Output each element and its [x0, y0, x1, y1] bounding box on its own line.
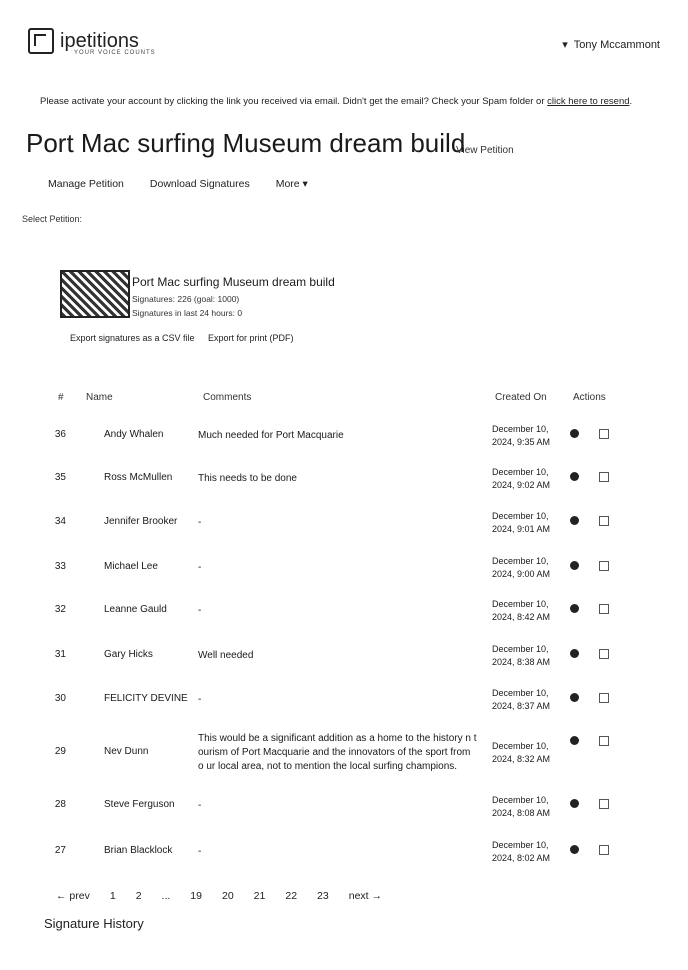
- signature-history-heading: Signature History: [44, 916, 144, 931]
- col-header-actions: Actions: [573, 392, 606, 403]
- row-name: Andy Whalen: [104, 429, 164, 440]
- row-date: [492, 423, 572, 449]
- row-name: Ross McMullen: [104, 472, 173, 483]
- user-name: Tony Mccammont: [573, 38, 660, 51]
- row-date-line2: 2024, 9:35 AM: [492, 437, 551, 447]
- row-date: [492, 510, 572, 536]
- row-comment: Much needed for Port Macquarie: [198, 430, 344, 441]
- row-comment: -: [198, 605, 202, 616]
- row-num: 29: [54, 746, 66, 757]
- col-header-created: Created On: [495, 392, 547, 403]
- row-date-line2: 2024, 9:00 AM: [492, 569, 551, 579]
- logo-icon: [28, 28, 54, 54]
- signatures-24h: Signatures in last 24 hours: 0: [132, 308, 243, 318]
- view-icon[interactable]: [570, 693, 579, 702]
- page-link-22[interactable]: 22: [285, 890, 298, 902]
- row-date-line2: 2024, 8:42 AM: [492, 612, 551, 622]
- row-name: Jennifer Brooker: [104, 516, 178, 527]
- notice-text: Please activate your account by clicking the link you received via email. Didn't get the email? Check your Spam folder or: [40, 96, 548, 107]
- row-date: [492, 839, 572, 865]
- row-date-line2: 2024, 8:08 AM: [492, 808, 551, 818]
- row-comment: -: [198, 694, 202, 705]
- view-icon[interactable]: [570, 736, 579, 745]
- row-actions: [570, 516, 609, 526]
- export-csv-link[interactable]: Export signatures as a CSV file: [70, 333, 195, 343]
- activation-notice: [40, 96, 632, 107]
- notice-end: .: [629, 96, 633, 107]
- col-header-num: #: [58, 392, 64, 403]
- edit-icon[interactable]: [599, 736, 609, 746]
- row-date-line2: 2024, 8:02 AM: [492, 853, 551, 863]
- row-actions: [570, 736, 609, 746]
- row-name: Michael Lee: [104, 561, 158, 572]
- manage-petition-button[interactable]: Manage Petition: [48, 178, 124, 190]
- signature-count: Signatures: 226 (goal: 1000): [132, 294, 240, 304]
- row-comment: Well needed: [198, 650, 254, 661]
- row-num: 34: [54, 516, 66, 527]
- page-link-19[interactable]: 19: [190, 890, 202, 902]
- row-actions: [570, 693, 609, 703]
- row-date-line1: December 10,: [492, 644, 549, 654]
- view-icon[interactable]: [570, 472, 579, 481]
- row-name: Brian Blacklock: [104, 845, 173, 856]
- row-name: Leanne Gauld: [104, 604, 167, 615]
- row-date: [492, 466, 572, 492]
- view-icon[interactable]: [570, 649, 579, 658]
- row-num: 30: [54, 693, 66, 704]
- page-link-20[interactable]: 20: [221, 890, 234, 902]
- petition-card-title[interactable]: Port Mac surfing Museum dream build: [132, 275, 335, 289]
- row-comment: -: [198, 517, 202, 528]
- user-menu[interactable]: [562, 38, 660, 51]
- row-date: [492, 794, 572, 820]
- logo-text: ipetitions: [60, 30, 139, 52]
- row-num: 33: [54, 561, 66, 572]
- row-date: [492, 598, 572, 624]
- row-comment: -: [198, 562, 202, 573]
- row-date-line1: December 10,: [492, 599, 549, 609]
- page-ellipsis: ...: [161, 890, 171, 902]
- row-comment: -: [198, 846, 202, 857]
- row-date-line1: December 10,: [492, 467, 549, 477]
- row-num: 27: [54, 845, 66, 856]
- row-actions: [570, 845, 609, 855]
- row-date: [492, 555, 572, 581]
- download-signatures-button[interactable]: Download Signatures: [149, 178, 250, 190]
- pagination: [56, 890, 382, 902]
- row-date: [492, 687, 572, 713]
- petition-thumbnail[interactable]: [60, 270, 130, 318]
- row-num: 32: [54, 604, 66, 615]
- row-date: [492, 740, 572, 766]
- view-petition-link[interactable]: View Petition: [456, 145, 514, 156]
- view-icon[interactable]: [570, 845, 579, 854]
- row-date-line2: 2024, 8:38 AM: [492, 657, 551, 667]
- col-header-comments: Comments: [203, 392, 252, 403]
- row-name: Gary Hicks: [104, 649, 153, 660]
- chevron-down-icon: ▾: [562, 39, 568, 51]
- row-date-line1: December 10,: [492, 741, 549, 751]
- prev-page-link[interactable]: ← prev: [56, 890, 90, 902]
- row-num: 31: [54, 649, 66, 660]
- row-comment: This needs to be done: [198, 473, 297, 484]
- edit-icon[interactable]: [599, 472, 609, 482]
- page-link-21[interactable]: 21: [253, 890, 266, 902]
- row-date-line2: 2024, 9:01 AM: [492, 524, 551, 534]
- view-icon[interactable]: [570, 799, 579, 808]
- row-name: FELICITY DEVINE: [104, 693, 188, 704]
- row-date-line1: December 10,: [492, 556, 549, 566]
- row-actions: [570, 429, 609, 439]
- row-actions: [570, 649, 609, 659]
- petition-menu: [48, 178, 308, 190]
- view-icon[interactable]: [570, 561, 579, 570]
- row-date-line2: 2024, 9:02 AM: [492, 480, 551, 490]
- view-icon[interactable]: [570, 604, 579, 613]
- row-date-line1: December 10,: [492, 511, 549, 521]
- page-link-23[interactable]: 23: [317, 890, 329, 902]
- row-name: Nev Dunn: [104, 746, 149, 757]
- row-actions: [570, 799, 609, 809]
- row-num: 28: [54, 799, 66, 810]
- row-actions: [570, 472, 609, 482]
- row-comment: This would be a significant addition as a home to the history n t ourism of Port Macquarie and the innovators of the sport from o ur local area, not to mention the local surfing champions.: [198, 733, 477, 772]
- row-date-line1: December 10,: [492, 688, 549, 698]
- row-date-line1: December 10,: [492, 424, 549, 434]
- edit-icon[interactable]: [599, 845, 609, 855]
- page-link-2[interactable]: 2: [135, 890, 142, 902]
- row-num: 36: [54, 429, 66, 440]
- row-name: Steve Ferguson: [104, 799, 175, 810]
- row-num: 35: [54, 472, 66, 483]
- next-page-link[interactable]: next →: [348, 890, 382, 902]
- select-petition-label: Select Petition:: [22, 214, 83, 224]
- edit-icon[interactable]: [599, 561, 609, 571]
- view-icon[interactable]: [570, 429, 579, 438]
- more-dropdown[interactable]: More ▾: [275, 178, 308, 190]
- row-date-line2: 2024, 8:37 AM: [492, 701, 551, 711]
- page-link-1[interactable]: 1: [109, 890, 116, 902]
- edit-icon[interactable]: [599, 693, 609, 703]
- row-actions: [570, 604, 609, 614]
- row-comment: -: [198, 800, 202, 811]
- export-pdf-link[interactable]: Export for print (PDF): [208, 333, 294, 343]
- view-icon[interactable]: [570, 516, 579, 525]
- edit-icon[interactable]: [599, 429, 609, 439]
- row-date: [492, 643, 572, 669]
- edit-icon[interactable]: [599, 799, 609, 809]
- row-date-line1: December 10,: [492, 840, 549, 850]
- logo-tagline: YOUR VOICE COUNTS: [74, 50, 156, 56]
- edit-icon[interactable]: [599, 516, 609, 526]
- edit-icon[interactable]: [599, 649, 609, 659]
- col-header-name: Name: [86, 392, 113, 403]
- row-date-line2: 2024, 8:32 AM: [492, 754, 551, 764]
- edit-icon[interactable]: [599, 604, 609, 614]
- resend-link[interactable]: click here to resend: [547, 96, 630, 107]
- row-actions: [570, 561, 609, 571]
- page-title: Port Mac surfing Museum dream build: [26, 128, 466, 158]
- row-date-line1: December 10,: [492, 795, 549, 805]
